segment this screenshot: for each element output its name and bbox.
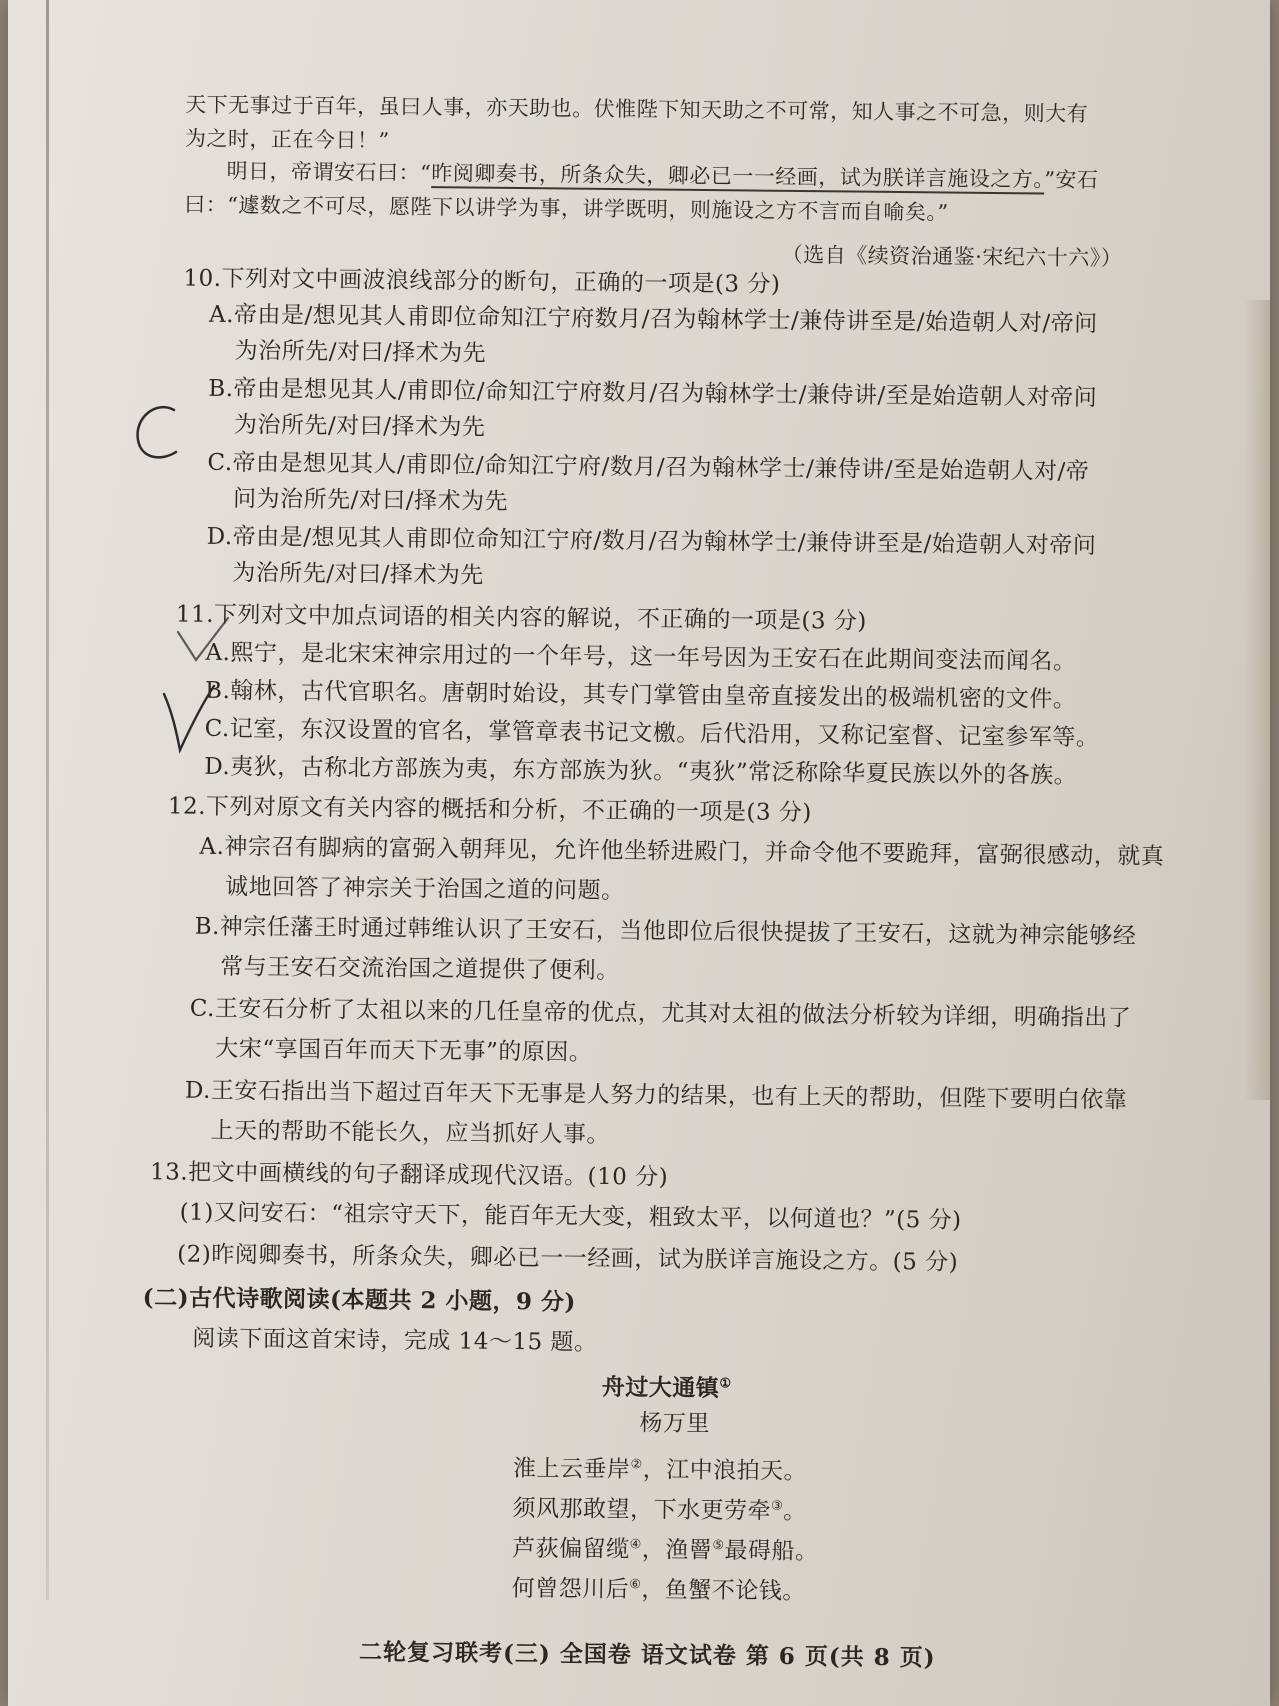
poem-note-5: ⑤ [712,1538,725,1554]
poem-line-1-b: ，江中浪拍天。 [642,1457,808,1485]
q12-option-d-line1: D.王安石指出当下超过百年天下无事是人努力的结果，也有上天的帮助，但陛下要明白依靠 [184,1077,1128,1114]
section2-instruction: 阅读下面这首宋诗，完成 14～15 题。 [192,1325,598,1356]
handwritten-check-mark [158,612,248,762]
poem-line-4-b: ，鱼蟹不论钱。 [641,1577,807,1605]
q10-option-c-line2: 问为治所先/对曰/择术为先 [232,486,509,515]
q10-option-d-line2: 为治所先/对曰/择术为先 [232,560,484,589]
poem-line-1-a: 淮上云垂岸 [512,1455,631,1483]
poem-title-text: 舟过大通镇 [601,1373,720,1402]
poem-line-3-c: 最碍船。 [724,1537,819,1565]
handwritten-c-mark [126,400,186,470]
section2-heading: (二)古代诗歌阅读(本题共 2 小题，9 分) [142,1284,576,1316]
q10-option-b-line1: B.帝由是想见其人/甫即位/命知江宁府数月/召为翰林学士/兼侍讲/至是始造朝人对帝问 [208,375,1098,412]
q10-option-d-line1: D.帝由是/想见其人甫即位命知江宁府/数月/召为翰林学士/兼侍讲至是/始造朝人对帝问 [206,523,1097,560]
poem-line-3-a: 芦荻偏留缆 [512,1535,630,1563]
poem-line-4-a: 何曾怨川后 [511,1575,630,1603]
q12-option-c-line2: 大宋“享国百年而天下无事”的原因。 [215,1035,593,1066]
q13-sentence-2: (2)昨阅卿奏书，所条众失，卿必已一一经画，试为朕详言施设之方。(5 分) [177,1241,959,1276]
poem-line-4 [512,1569,807,1607]
q10-option-a-line1: A.帝由是/想见其人甫即位命知江宁府数月/召为翰林学士/兼侍讲至是/始造朝人对/帝问 [208,301,1098,338]
q12-option-b-line2: 常与王安石交流治国之道提供了便利。 [220,953,620,985]
poem-note-4: ④ [629,1537,642,1553]
q11-option-d: D.夷狄，古称北方部族为夷，东方部族为狄。“夷狄”常泛称除华夏民族以外的各族。 [204,753,1078,789]
passage-line-2: 为之时，正在今日！” [184,126,390,153]
poem-line-2-a: 须风那敢望，下水更劳牵 [512,1495,772,1525]
q11-option-c: C.记室，东汉设置的官名，掌管章表书记文檄。后代沿用，又称记室督、记室参军等。 [204,715,1100,752]
poem-note-2: ② [630,1457,643,1473]
page-footer: 二轮复习联考(三) 全国卷 语文试卷 第 6 页(共 8 页) [358,1638,936,1672]
q13-stem: 13.把文中画横线的句子翻译成现代汉语。(10 分) [149,1159,669,1191]
exam-page [8,0,1270,1706]
poem-author: 杨万里 [639,1410,711,1438]
q10-option-b-line2: 为治所先/对曰/择术为先 [233,412,486,441]
q10-option-a-line2: 为治所先/对曰/择术为先 [234,338,487,367]
q12-option-b-line1: B.神宗任藩王时通过韩维认识了王安石，当他即位后很快提拔了王安石，这就为神宗能够经 [194,913,1137,950]
poem-note-6: ⑥ [629,1577,642,1593]
passage-source: （选自《续资治通鉴·宋纪六十六》） [781,242,1123,271]
q12-option-a-line1: A.神宗召有脚病的富弼入朝拜见，允许他坐轿进殿门，并命令他不要跪拜，富弼很感动，就真 [199,833,1165,870]
q12-option-c-line1: C.王安石分析了太祖以来的几任皇帝的优点，尤其对太祖的做法分析较为详细，明确指出了 [189,995,1132,1032]
q12-option-a-line2: 诚地回答了神宗关于治国之道的问题。 [224,873,625,905]
poem-line-3-b: ，渔罾 [641,1537,713,1564]
poem-line-3 [512,1529,819,1567]
q13-sentence-1: (1)又问安石：“祖宗守天下，能百年无大变，粗致太平，以何道也？”(5 分) [179,1199,962,1234]
q10-stem: 10.下列对文中画波浪线部分的断句，正确的一项是(3 分) [183,265,781,298]
passage-line-3 [226,156,1098,195]
q10-option-c-line1: C.帝由是想见其人/甫即位/命知江宁府/数月/召为翰林学士/兼侍讲/至是始造朝人对/帝 [207,449,1090,486]
q12-option-d-line2: 上天的帮助不能长久，应当抓好人事。 [210,1117,611,1149]
poem-line-2 [512,1489,807,1527]
poem-title-note: ① [719,1376,732,1392]
q11-stem: 11.下列对文中加点词语的相关内容的解说，不正确的一项是(3 分) [175,601,867,635]
passage-line-1: 天下无事过于百年，虽曰人事，亦天助也。伏惟陛下知天助之不可常，知人事之不可急，则大有 [185,92,1089,126]
poem-line-2-b: 。 [783,1498,807,1525]
q11-option-a: A.熙宁，是北宋宋神宗用过的一个年号，这一年号因为王安石在此期间变法而闻名。 [205,639,1077,675]
q12-stem: 12.下列对原文有关内容的概括和分析，不正确的一项是(3 分) [167,793,812,827]
passage-line-4: 曰：“遽数之不可尽，愿陛下以讲学为事，讲学既明，则施设之方不言而自喻矣。” [184,192,949,225]
poem-line-1 [513,1449,808,1487]
passage-line-3-post: ”安石 [1044,167,1099,193]
poem-note-3: ③ [771,1498,784,1514]
passage-line-3-pre: 明日，帝谓安石曰：“ [226,158,432,186]
q11-option-b: B.翰林，古代官职名。唐朝时始设，其专门掌管由皇帝直接发出的极端机密的文件。 [204,677,1077,713]
underlined-sentence: 昨阅卿奏书，所条众失，卿必已一一经画，试为朕详言施设之方。 [431,161,1045,192]
poem-title [602,1368,732,1404]
